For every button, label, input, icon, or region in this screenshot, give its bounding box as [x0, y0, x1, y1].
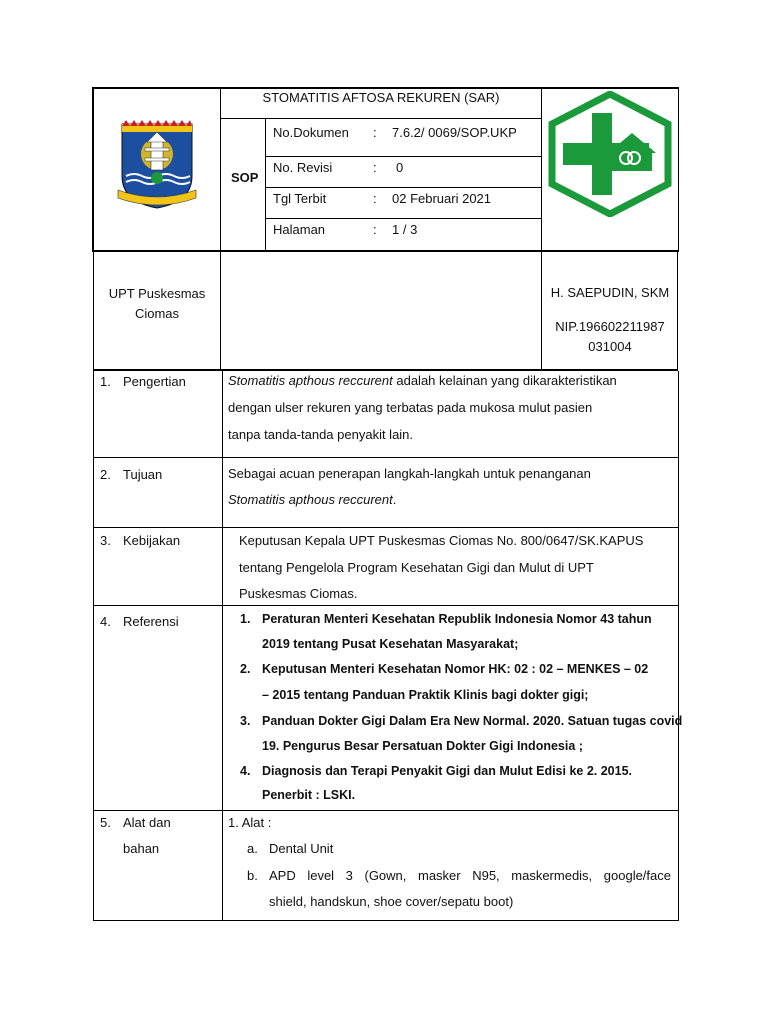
ref-4-line2: Penerbit : LSKI. — [262, 788, 356, 802]
alat-item-b-line2: shield, handskun, shoe cover/sepatu boot) — [269, 894, 514, 909]
tujuan-line1: Sebagai acuan penerapan langkah-langkah untuk penanganan — [228, 466, 591, 481]
revision-label: No. Revisi — [273, 160, 333, 175]
alat-subtitle: 1. Alat : — [228, 815, 272, 830]
section-5-number: 5. — [100, 815, 111, 830]
issue-date-value: 02 Februari 2021 — [392, 191, 492, 206]
revision-sep: : — [373, 160, 377, 175]
ref-2-line2: – 2015 tentang Panduan Praktik Klinis bagi dokter gigi; — [262, 688, 589, 702]
sop-label: SOP — [231, 170, 259, 185]
alat-item-b-line1: APD level 3 (Gown, masker N95, maskermedis, google/face — [269, 868, 671, 883]
section-3-number: 3. — [100, 533, 111, 548]
org-name-line1: UPT Puskesmas — [108, 286, 206, 301]
ref-1-number: 1. — [240, 612, 251, 626]
section-4-label: Referensi — [123, 614, 179, 629]
ref-3-line1: Panduan Dokter Gigi Dalam Era New Normal. 2020. Satuan tugas covid — [262, 714, 683, 728]
alat-item-a-number: a. — [247, 841, 258, 856]
pengertian-line1-rest: adalah kelainan yang dikarakteristikan — [392, 373, 617, 388]
kebijakan-line1: Keputusan Kepala UPT Puskesmas Ciomas No. 800/0647/SK.KAPUS — [239, 533, 644, 548]
kebijakan-line3: Puskesmas Ciomas. — [239, 586, 358, 601]
section-5-label-2: bahan — [123, 841, 160, 856]
issue-date-label: Tgl Terbit — [273, 191, 327, 206]
ref-2-number: 2. — [240, 662, 251, 676]
ref-1-line1: Peraturan Menteri Kesehatan Republik Indonesia Nomor 43 tahun — [262, 612, 652, 626]
pengertian-line1 — [228, 373, 617, 388]
page-value: 1 / 3 — [392, 222, 418, 237]
page-label: Halaman — [273, 222, 326, 237]
pengertian-line3: tanpa tanda-tanda penyakit lain. — [228, 427, 414, 442]
tujuan-line2 — [228, 492, 396, 507]
issue-date-sep: : — [373, 191, 377, 206]
page-sep: : — [373, 222, 377, 237]
alat-item-a: Dental Unit — [269, 841, 334, 856]
tujuan-line2-rest: . — [392, 492, 397, 507]
pengertian-line2: dengan ulser rekuren yang terbatas pada mukosa mulut pasien — [228, 400, 593, 415]
tujuan-term: Stomatitis apthous reccurent — [228, 492, 393, 507]
section-1-label: Pengertian — [123, 374, 186, 389]
ref-2-line1: Keputusan Menteri Kesehatan Nomor HK: 02 : 02 – MENKES – 02 — [262, 662, 649, 676]
ref-4-line1: Diagnosis dan Terapi Penyakit Gigi dan Mulut Edisi ke 2. 2015. — [262, 764, 633, 778]
revision-value: 0 — [396, 160, 404, 175]
section-4-number: 4. — [100, 614, 111, 629]
ref-3-number: 3. — [240, 714, 251, 728]
ref-3-line2: 19. Pengurus Besar Persatuan Dokter Gigi Indonesia ; — [262, 739, 583, 753]
pengertian-term: Stomatitis apthous reccurent — [228, 373, 393, 388]
section-2-number: 2. — [100, 467, 111, 482]
document-title: STOMATITIS AFTOSA REKUREN (SAR) — [262, 90, 500, 105]
alat-item-b-number: b. — [247, 868, 258, 883]
ref-1-line2: 2019 tentang Pusat Kesehatan Masyarakat; — [262, 637, 519, 651]
doc-number-label: No.Dokumen — [273, 125, 349, 140]
kebijakan-line2: tentang Pengelola Program Kesehatan Gigi dan Mulut di UPT — [239, 560, 594, 575]
section-2-label: Tujuan — [123, 467, 163, 482]
doc-number-value: 7.6.2/ 0069/SOP.UKP — [392, 125, 517, 140]
doc-number-sep: : — [373, 125, 377, 140]
section-1-number: 1. — [100, 374, 111, 389]
section-3-label: Kebijakan — [123, 533, 181, 548]
puskesmas-logo-icon — [546, 91, 674, 217]
org-name-line2: Ciomas — [134, 306, 180, 321]
signer-nip-1: NIP.196602211987 — [555, 319, 665, 334]
ref-4-number: 4. — [240, 764, 251, 778]
section-5-label-1: Alat dan — [123, 815, 171, 830]
signer-name: H. SAEPUDIN, SKM — [550, 285, 670, 300]
regency-emblem-icon — [116, 118, 198, 210]
signer-nip-2: 031004 — [588, 339, 632, 354]
